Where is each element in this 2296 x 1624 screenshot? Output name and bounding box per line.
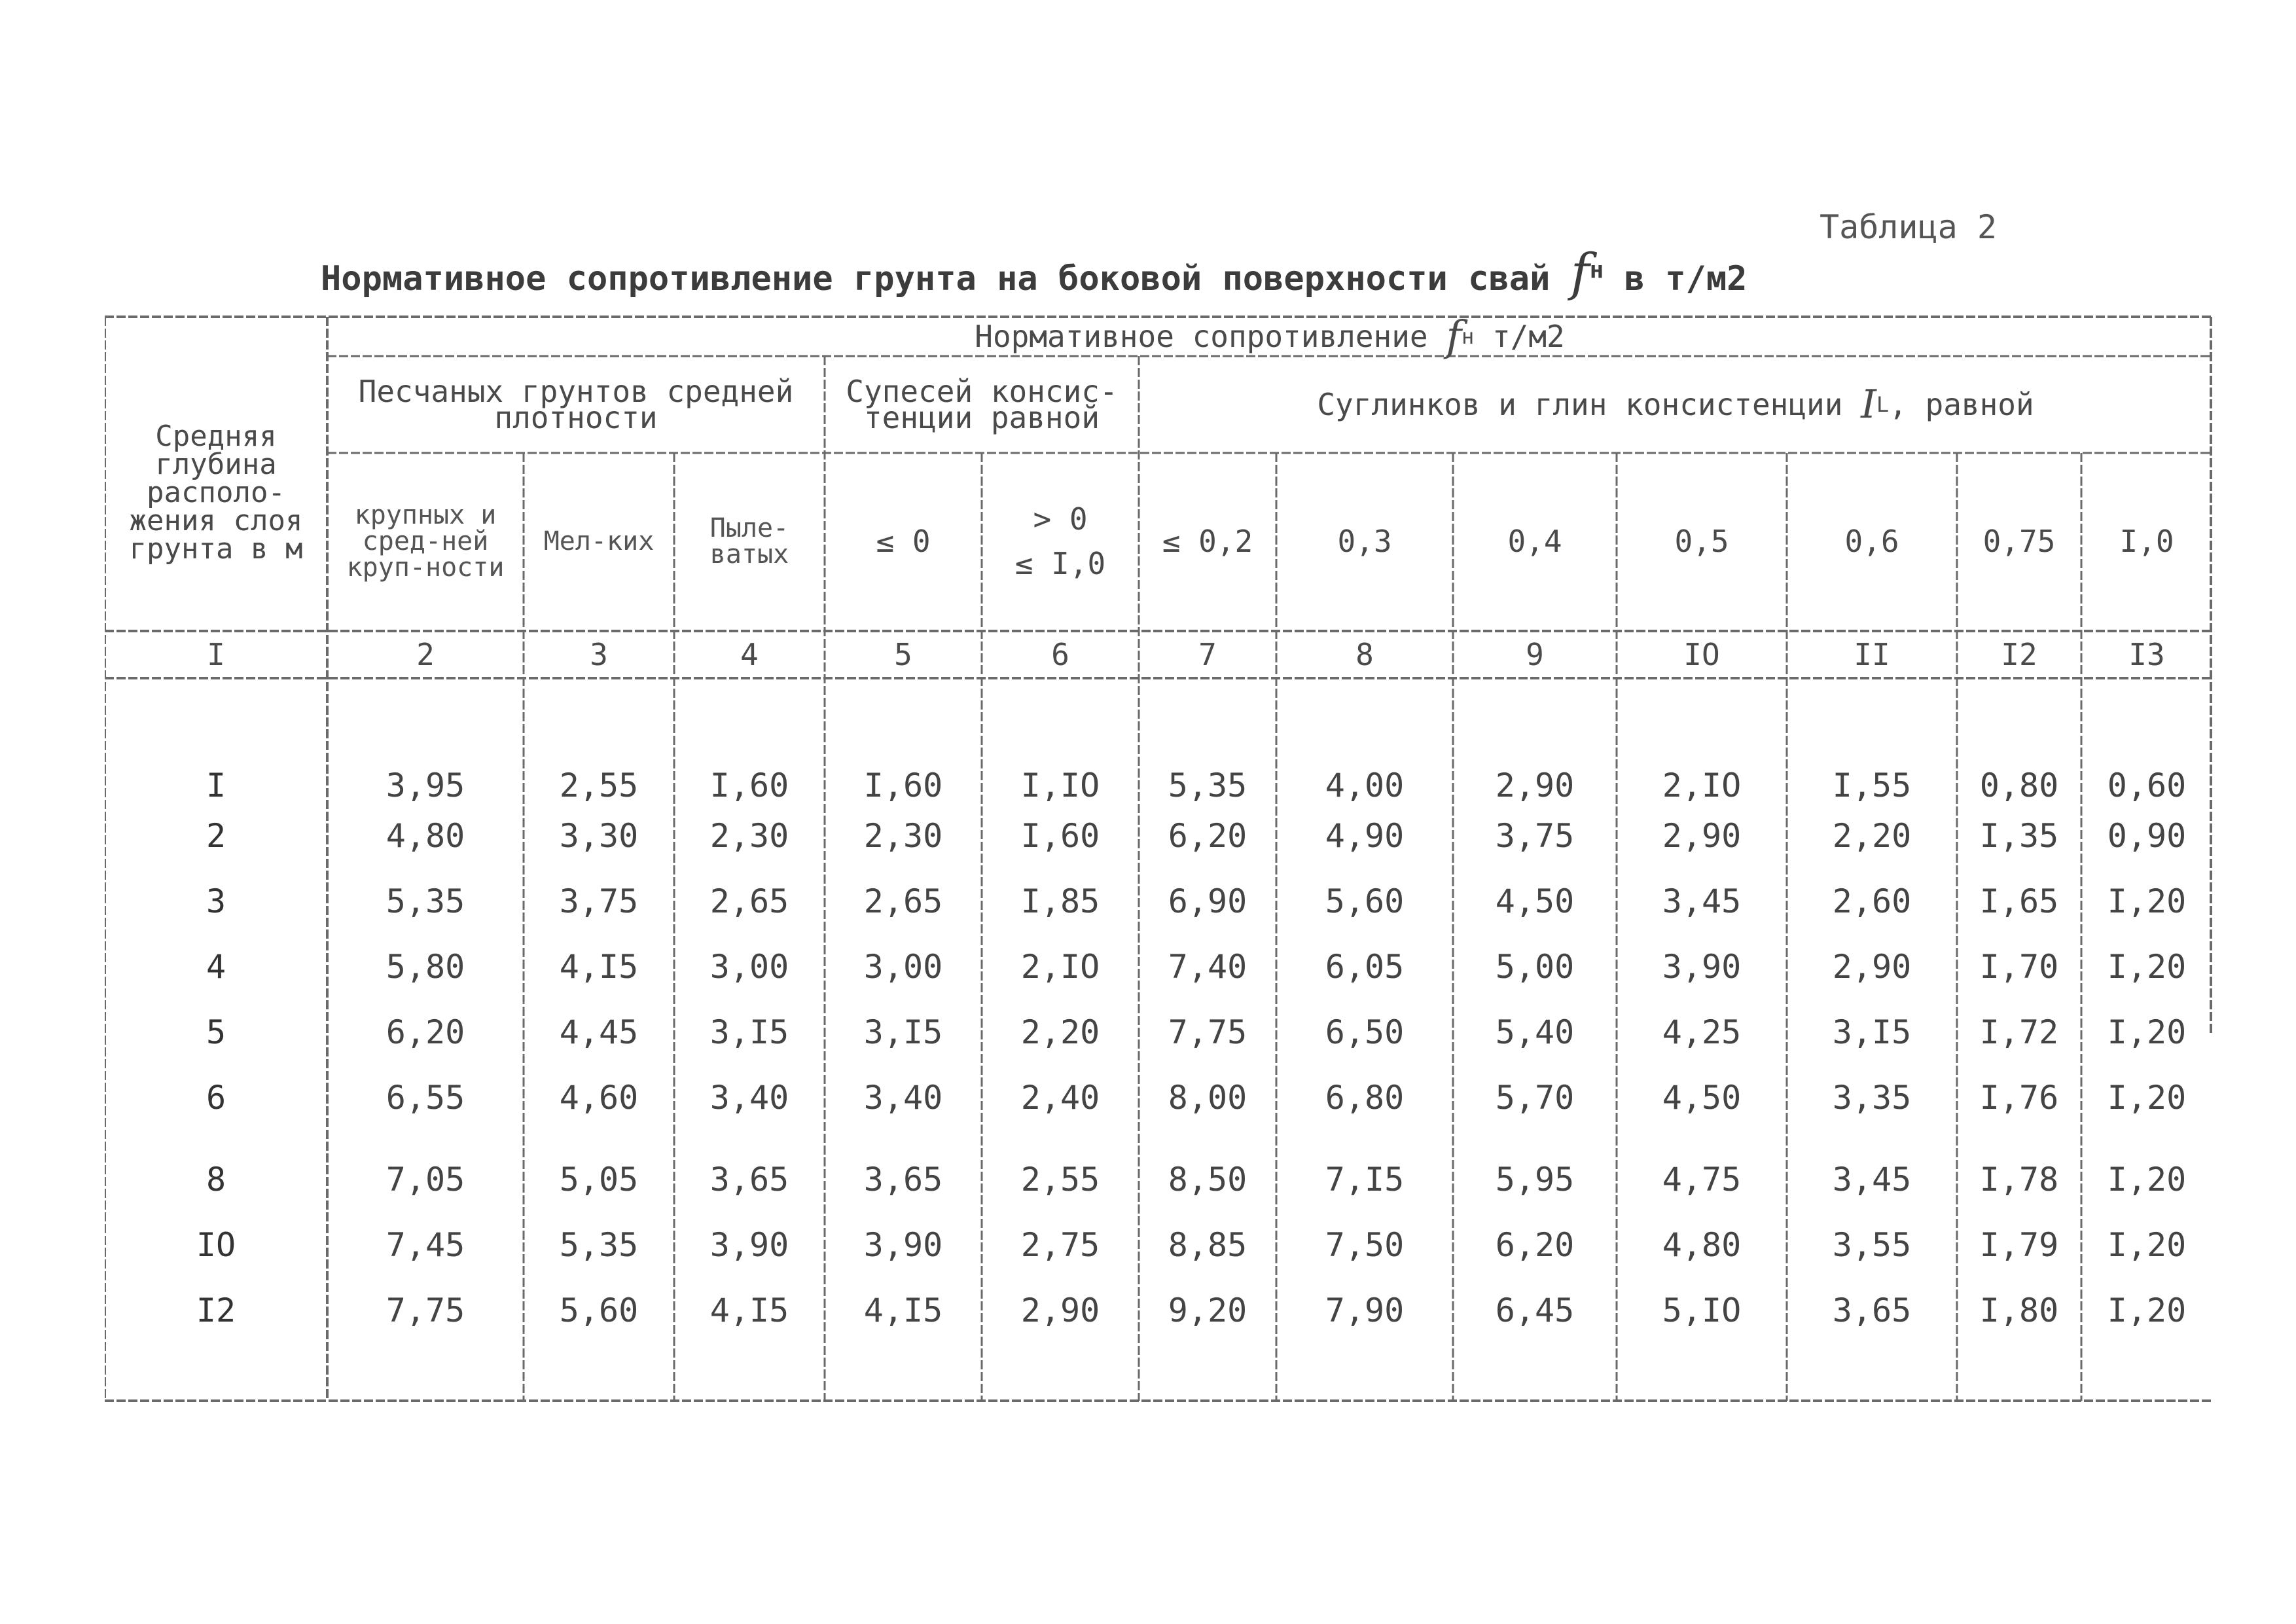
resistance-table [105, 312, 2212, 1402]
value-cell: 5,95 [1495, 1161, 1575, 1199]
title-text: Нормативное сопротивление грунта на боковой поверхности свай [321, 259, 1551, 298]
value-cell: 6,50 [1325, 1013, 1405, 1051]
depth-cell: 6 [206, 1079, 226, 1117]
value-cell: 4,80 [1662, 1226, 1742, 1264]
value-cell: 8,50 [1168, 1161, 1247, 1199]
value-cell: I,60 [863, 767, 943, 804]
depth-cell: 8 [206, 1161, 226, 1199]
value-cell: 2,IO [1020, 948, 1100, 986]
value-cell: 3,75 [559, 882, 639, 920]
value-cell: 3,65 [1832, 1291, 1912, 1329]
value-cell: 2,75 [1020, 1226, 1100, 1264]
value-cell: 5,35 [559, 1226, 639, 1264]
value-cell: 3,65 [709, 1161, 789, 1199]
value-cell: 2,60 [1832, 882, 1912, 920]
value-cell: 8,00 [1168, 1079, 1247, 1117]
value-cell: I,79 [1979, 1226, 2059, 1264]
column-number: 9 [1526, 637, 1544, 672]
subheader-il-1-0: I,0 [2119, 524, 2174, 559]
value-cell: 3,30 [559, 817, 639, 855]
depth-cell: IO [196, 1226, 236, 1264]
value-cell: 5,40 [1495, 1013, 1575, 1051]
value-cell: 3,45 [1662, 882, 1742, 920]
subheader-il-0-5: 0,5 [1674, 524, 1729, 559]
value-cell: I,20 [2107, 882, 2187, 920]
value-cell: 3,I5 [709, 1013, 789, 1051]
column-number: 8 [1355, 637, 1374, 672]
subheader-le-1: ≤ I,0 [1014, 546, 1106, 581]
depth-cell: 4 [206, 948, 226, 986]
value-cell: 4,45 [559, 1013, 639, 1051]
document-title [321, 244, 1747, 302]
value-cell: 6,20 [386, 1013, 465, 1051]
group-consistency-subscript: L [1876, 392, 1890, 417]
column-number: II [1854, 637, 1890, 672]
value-cell: I,20 [2107, 948, 2187, 986]
value-cell: 4,I5 [709, 1291, 789, 1329]
group-loam-clay-suffix: равной [1925, 387, 2034, 422]
value-cell: 2,90 [1832, 948, 1912, 986]
value-cell: 3,75 [1495, 817, 1575, 855]
depth-cell: I [206, 767, 226, 804]
value-cell: 4,75 [1662, 1161, 1742, 1199]
value-cell: 3,40 [709, 1079, 789, 1117]
subheader-il-0-2: ≤ 0,2 [1162, 524, 1253, 559]
value-cell: 6,20 [1495, 1226, 1575, 1264]
column-number: IO [1683, 637, 1720, 672]
title-symbol: f [1570, 244, 1590, 302]
column-number: 2 [416, 637, 435, 672]
value-cell: 2,55 [1020, 1161, 1100, 1199]
value-cell: 3,55 [1832, 1226, 1912, 1264]
value-cell: 7,75 [386, 1291, 465, 1329]
column-number: I2 [2001, 637, 2037, 672]
value-cell: 3,95 [386, 767, 465, 804]
value-cell: 7,40 [1168, 948, 1247, 986]
value-cell: 2,30 [863, 817, 943, 855]
value-cell: 3,I5 [863, 1013, 943, 1051]
main-header-symbol: f [1446, 312, 1462, 361]
value-cell: 4,25 [1662, 1013, 1742, 1051]
subheader-gt-0: > 0 [1033, 501, 1088, 537]
value-cell: 3,65 [863, 1161, 943, 1199]
title-unit: в т/м2 [1624, 259, 1748, 298]
value-cell: I,72 [1979, 1013, 2059, 1051]
value-cell: 2,IO [1662, 767, 1742, 804]
value-cell: 6,90 [1168, 882, 1247, 920]
subheader-silty: Пыле-ватых [709, 513, 789, 569]
value-cell: 4,60 [559, 1079, 639, 1117]
value-cell: 7,75 [1168, 1013, 1247, 1051]
value-cell: 3,I5 [1832, 1013, 1912, 1051]
subheader-il-0-75: 0,75 [1982, 524, 2056, 559]
value-cell: I,20 [2107, 1013, 2187, 1051]
value-cell: 5,05 [559, 1161, 639, 1199]
value-cell: 3,00 [709, 948, 789, 986]
value-cell: 3,90 [863, 1226, 943, 1264]
table-caption: Таблица 2 [1820, 208, 1997, 246]
value-cell: 6,45 [1495, 1291, 1575, 1329]
value-cell: 2,90 [1495, 767, 1575, 804]
depth-cell: 3 [206, 882, 226, 920]
main-header-text: Нормативное сопротивление [975, 319, 1428, 354]
column-number: 6 [1051, 637, 1069, 672]
value-cell: I,80 [1979, 1291, 2059, 1329]
column-number: I [207, 637, 225, 672]
value-cell: 3,35 [1832, 1079, 1912, 1117]
value-cell: 5,IO [1662, 1291, 1742, 1329]
value-cell: 3,90 [709, 1226, 789, 1264]
column-number: 3 [590, 637, 608, 672]
subheader-coarse: крупных и сред-ней круп-ности [346, 500, 505, 583]
value-cell: 4,00 [1325, 767, 1405, 804]
value-cell: 3,40 [863, 1079, 943, 1117]
value-cell: 6,80 [1325, 1079, 1405, 1117]
value-cell: I,20 [2107, 1226, 2187, 1264]
subheader-range [982, 453, 1139, 630]
value-cell: 2,90 [1662, 817, 1742, 855]
group-loam-clay: Суглинков и глин консистенции I L , равной [1317, 382, 2034, 427]
group-sand: Песчаных грунтов средней плотности [358, 374, 794, 435]
column-number: 4 [740, 637, 759, 672]
value-cell: I,55 [1832, 767, 1912, 804]
value-cell: 4,50 [1662, 1079, 1742, 1117]
value-cell: 4,50 [1495, 882, 1575, 920]
value-cell: 7,05 [386, 1161, 465, 1199]
value-cell: 2,65 [709, 882, 789, 920]
value-cell: 2,40 [1020, 1079, 1100, 1117]
group-loam-clay-text: Суглинков и глин консистенции [1317, 387, 1843, 422]
value-cell: I,20 [2107, 1161, 2187, 1199]
value-cell: 7,90 [1325, 1291, 1405, 1329]
value-cell: 5,35 [1168, 767, 1247, 804]
value-cell: I,65 [1979, 882, 2059, 920]
value-cell: I,IO [1020, 767, 1100, 804]
value-cell: I,70 [1979, 948, 2059, 986]
value-cell: 3,00 [863, 948, 943, 986]
value-cell: 5,60 [1325, 882, 1405, 920]
group-consistency-symbol: I [1861, 382, 1876, 427]
value-cell: 7,45 [386, 1226, 465, 1264]
value-cell: 5,70 [1495, 1079, 1575, 1117]
subheader-il-0-3: 0,3 [1337, 524, 1392, 559]
subheader-le-0: ≤ 0 [876, 524, 931, 559]
value-cell: 6,55 [386, 1079, 465, 1117]
value-cell: 7,I5 [1325, 1161, 1405, 1199]
value-cell: I,20 [2107, 1079, 2187, 1117]
value-cell: I,76 [1979, 1079, 2059, 1117]
value-cell: I,60 [709, 767, 789, 804]
value-cell: 2,90 [1020, 1291, 1100, 1329]
value-cell: 2,55 [559, 767, 639, 804]
value-cell: I,78 [1979, 1161, 2059, 1199]
value-cell: 3,45 [1832, 1161, 1912, 1199]
value-cell: 2,65 [863, 882, 943, 920]
value-cell: 5,00 [1495, 948, 1575, 986]
subheader-fine: Мел-ких [543, 526, 655, 556]
title-superscript: н [1589, 257, 1604, 284]
main-header-superscript: н [1462, 324, 1475, 349]
value-cell: 9,20 [1168, 1291, 1247, 1329]
value-cell: I,60 [1020, 817, 1100, 855]
value-cell: 2,20 [1832, 817, 1912, 855]
column-number: I3 [2128, 637, 2165, 672]
depth-cell: 2 [206, 817, 226, 855]
value-cell: 5,80 [386, 948, 465, 986]
value-cell: I,20 [2107, 1291, 2187, 1329]
main-header-unit: т/м2 [1492, 319, 1565, 354]
column-number: 7 [1198, 637, 1217, 672]
depth-cell: I2 [196, 1291, 236, 1329]
group-sandy-loam: Супесей консис-тенции равной [846, 374, 1118, 435]
column-number: 5 [894, 637, 912, 672]
value-cell: 3,90 [1662, 948, 1742, 986]
value-cell: 4,I5 [863, 1291, 943, 1329]
value-cell: I,85 [1020, 882, 1100, 920]
value-cell: 0,80 [1979, 767, 2059, 804]
value-cell: 5,60 [559, 1291, 639, 1329]
value-cell: 0,60 [2107, 767, 2187, 804]
value-cell: I,35 [1979, 817, 2059, 855]
value-cell: 6,20 [1168, 817, 1247, 855]
value-cell: 7,50 [1325, 1226, 1405, 1264]
value-cell: 2,20 [1020, 1013, 1100, 1051]
value-cell: 4,I5 [559, 948, 639, 986]
depth-cell: 5 [206, 1013, 226, 1051]
value-cell: 5,35 [386, 882, 465, 920]
value-cell: 0,90 [2107, 817, 2187, 855]
value-cell: 2,30 [709, 817, 789, 855]
stub-header: Средняя глубина располо-жения слоя грунта в м [129, 419, 303, 566]
value-cell: 6,05 [1325, 948, 1405, 986]
value-cell: 4,90 [1325, 817, 1405, 855]
subheader-il-0-4: 0,4 [1507, 524, 1562, 559]
value-cell: 8,85 [1168, 1226, 1247, 1264]
value-cell: 4,80 [386, 817, 465, 855]
main-header [327, 312, 2212, 361]
subheader-il-0-6: 0,6 [1844, 524, 1899, 559]
